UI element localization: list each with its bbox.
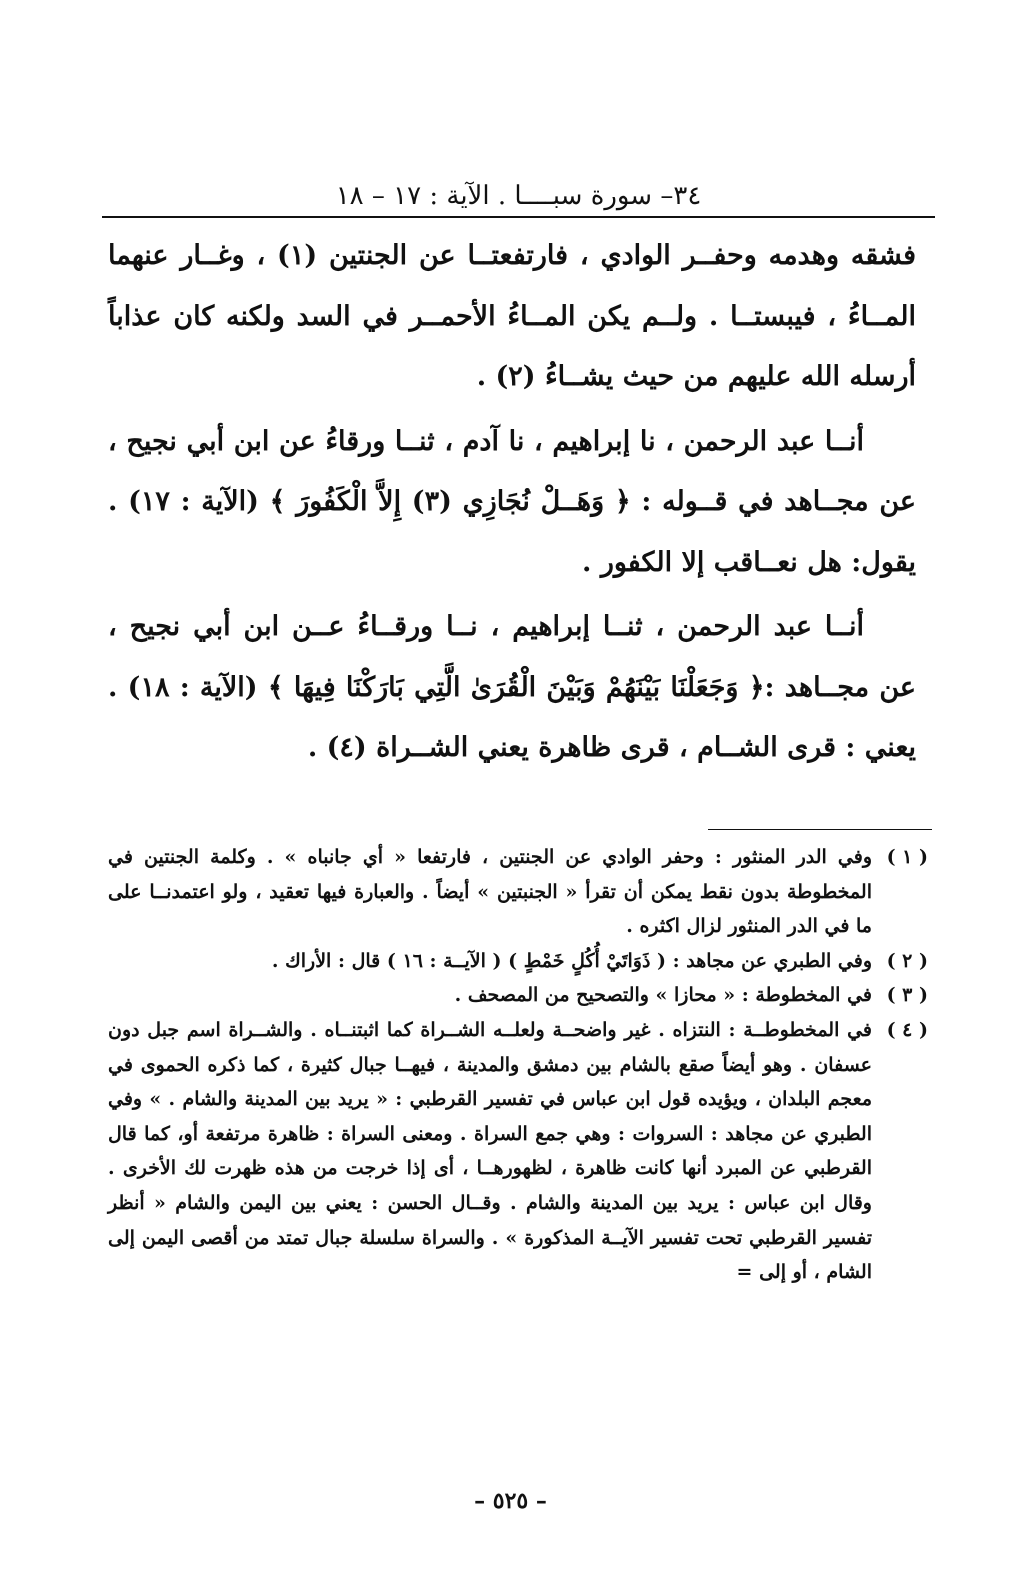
- page-number: – ٥٢٥ –: [474, 1488, 547, 1514]
- paragraph-1: فشقه وهدمه وحفــر الوادي ، فارتفعتــا عن الجنتين (١) ، وغــار عنهما المــاءُ ، فيبستــا . ولــم يكن المــاءُ الأحمــر في السد ولكنه كان عذاباً أرسله الله عليهم من حيث يشــاءُ (٢) .: [108, 240, 916, 392]
- footnote-number: ( ١ ): [886, 846, 928, 868]
- running-header: ٣٤– سورة سبــــا . الآية : ١٧ – ١٨: [335, 181, 702, 211]
- footnote: [108, 978, 928, 1013]
- footnote-divider: [708, 829, 932, 830]
- footnotes: [108, 840, 928, 1290]
- footnote-number: ( ٢ ): [886, 949, 928, 972]
- footnote-text: وفي الدر المنثور : وحفر الوادي عن الجنتين ، فارتفعا « أي جانباه » . وكلمة الجنتين في المخطوطة بدون نقط يمكن أن تقرأ « الجنبتين » أيضاً . والعبارة فيها تعقيد ، ولو اعتمدنــا على ما في الدر المنثور لزال اكثره .: [108, 846, 872, 938]
- footnote-number: ( ٣ ): [886, 984, 928, 1007]
- footnote: [108, 944, 928, 979]
- footnote-text: في المخطوطة : « محازا » والتصحيح من المصحف .: [454, 984, 872, 1007]
- footnote: [108, 840, 928, 944]
- footnote-text: في المخطوطــة : النتزاه . غير واضحــة ولعلــه الشــراة كما اثبتنــاه . والشــراة اسم جبل دون عسفان . وهو أيضاً صقع بالشام بين دمشق والمدينة ، فيهــا جبال كثيرة ، كما ذكره الحموى في معجم البلدان ، ويؤيده قول ابن عباس في تفسير القرطبي : « يريد بين المدينة والشام . » وفي الطبري عن مجاهد : السروات : وهي جمع السراة . ومعنى السراة : ظاهرة مرتفعة أو، كما قال القرطبي عن المبرد أنها كانت ظاهرة ، لظهورهــا ، أى إذا خرجت من هذه ظهرت لك الأخرى . وقال ابن عباس : يريد بين المدينة والشام . وقــال الحسن : يعني بين اليمن والشام « أنظر تفسير القرطبي تحت تفسير الآيــة المذكورة » . والسراة سلسلة جبال تمتد من أقصى اليمن إلى الشام ، أو إلى =: [108, 1018, 872, 1284]
- footnote: [108, 1013, 928, 1290]
- footnote-number: ( ٤ ): [886, 1018, 928, 1041]
- main-text: [108, 226, 916, 779]
- paragraph-3: أنــا عبد الرحمن ، ثنــا إبراهيم ، نــا ورقــاءُ عــن ابن أبي نجيح ، عن مجــاهد :﴿ وَجَعَلْنَا بَيْنَهُمْ وَبَيْنَ الْقُرَىٰ الَّتِي بَارَكْنَا فِيهَا ﴾ (الآية : ١٨) . يعني : قرى الشــام ، قرى ظاهرة يعني الشــراة (٤) .: [108, 611, 917, 763]
- footnote-text: وفي الطبري عن مجاهد : ( ذَوَاتَيْ أُكُلٍ خَمْطٍ ) ( الآيــة : ١٦ ) قال : الأراك .: [271, 949, 872, 972]
- header-divider: [102, 216, 935, 218]
- paragraph-2: أنــا عبد الرحمن ، نا إبراهيم ، نا آدم ، ثنــا ورقاءُ عن ابن أبي نجيح ، عن مجــاهد في قــوله : ﴿ وَهَــلْ نُجَازِي (٣) إِلاَّ الْكَفُورَ ﴾ (الآية : ١٧) . يقول: هل نعــاقب إلا الكفور .: [108, 425, 917, 578]
